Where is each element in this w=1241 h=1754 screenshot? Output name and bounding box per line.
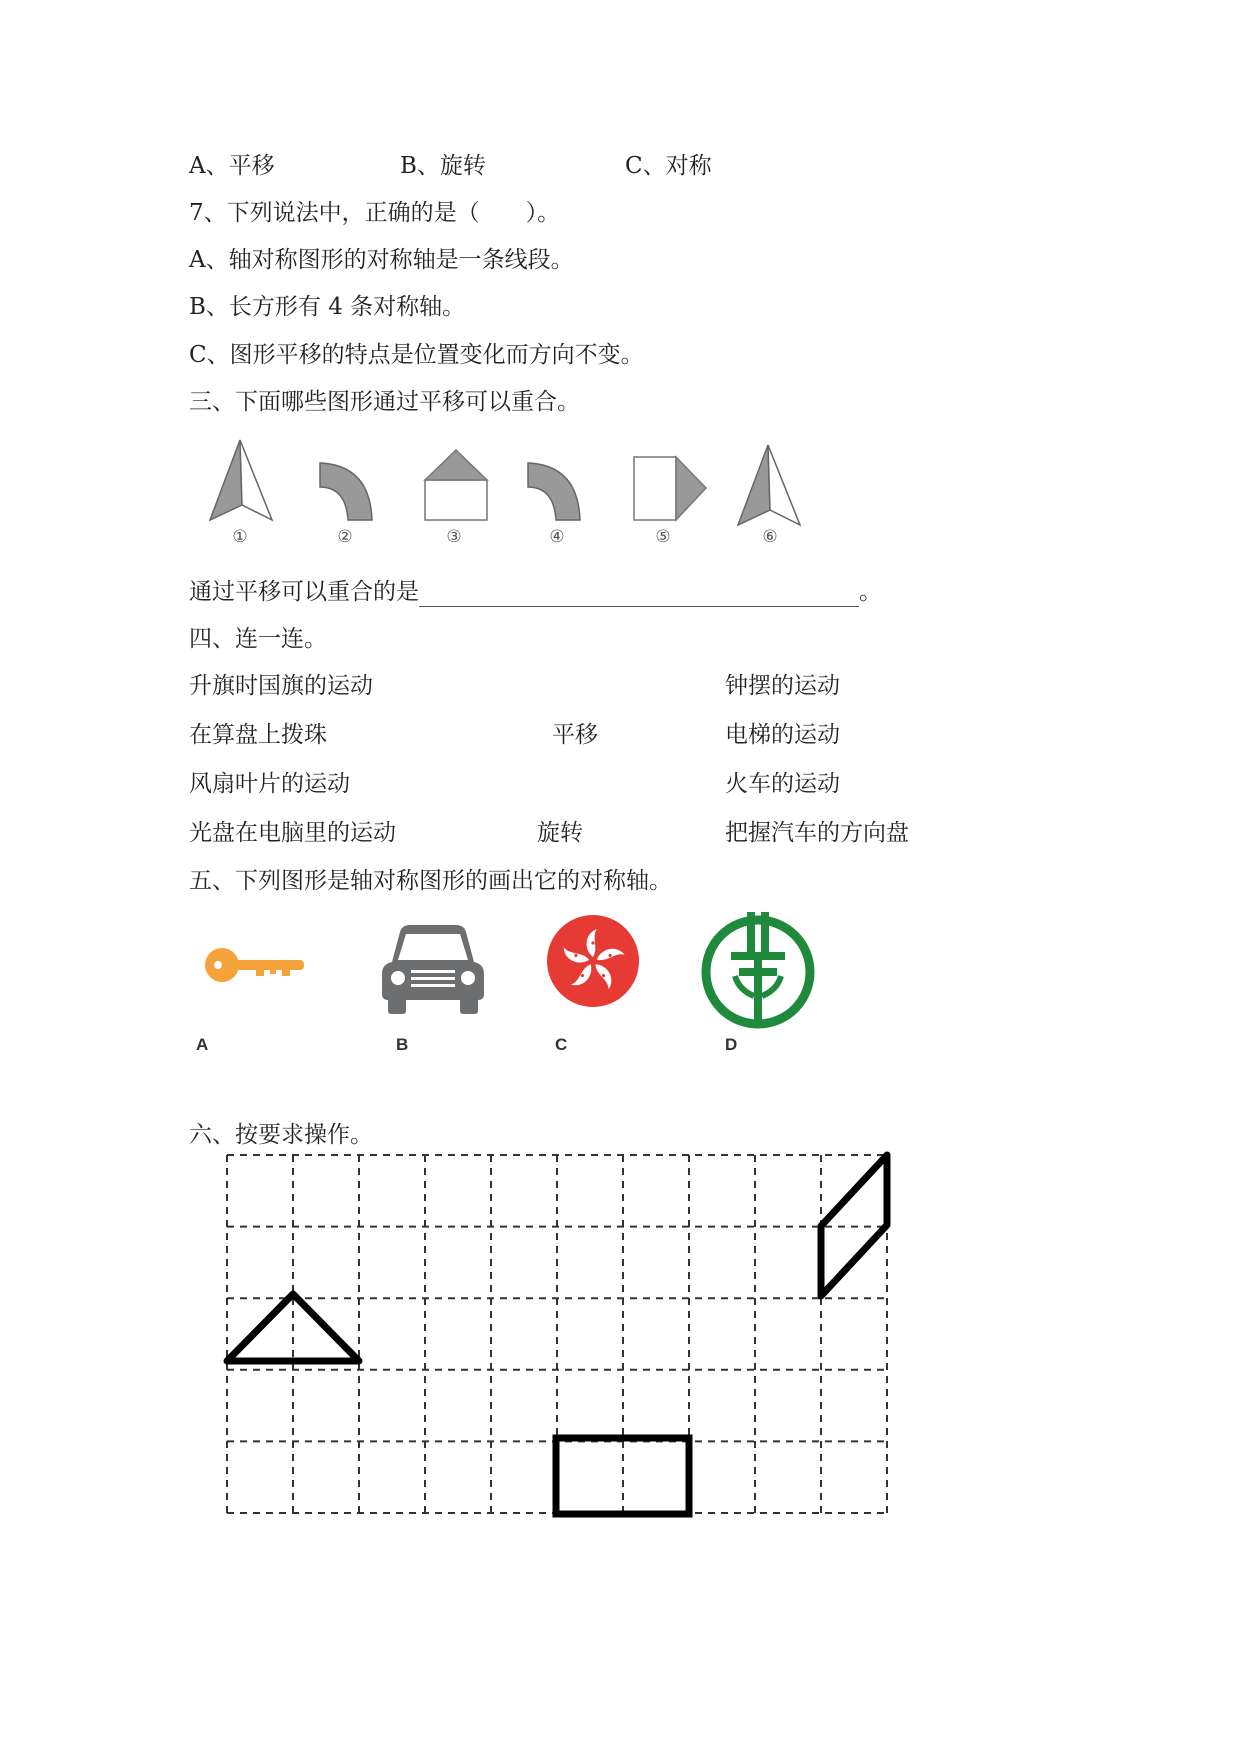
sec4-left-4: 光盘在电脑里的运动 bbox=[189, 820, 396, 846]
figure-label-2: ② bbox=[337, 527, 353, 547]
figure-2-arc-icon bbox=[320, 463, 372, 520]
sec3-answer-suffix: 。 bbox=[859, 579, 882, 605]
parallelogram-shape bbox=[821, 1155, 887, 1296]
q6-option-a: A、平移 bbox=[189, 153, 275, 179]
sec3-answer-line bbox=[189, 577, 882, 607]
sec3-title: 三、下面哪些图形通过平移可以重合。 bbox=[189, 389, 580, 415]
figure-label-6: ⑥ bbox=[762, 527, 778, 547]
sec4-title: 四、连一连。 bbox=[189, 626, 327, 652]
q6-option-b: B、旋转 bbox=[400, 153, 486, 179]
sec5-label-c: C bbox=[555, 1035, 568, 1054]
q7-stem: 7、下列说法中，正确的是（ ）。 bbox=[189, 200, 561, 226]
sec4-right-1: 钟摆的运动 bbox=[725, 673, 840, 699]
sec4-right-2: 电梯的运动 bbox=[725, 722, 840, 748]
figure-label-1: ① bbox=[232, 527, 248, 547]
sec5-label-a: A bbox=[196, 1035, 209, 1054]
figure-3-house-icon bbox=[425, 450, 487, 520]
car-icon bbox=[378, 922, 488, 1017]
hong-kong-emblem-icon bbox=[546, 914, 640, 1008]
figure-6-arrow-icon bbox=[738, 445, 800, 525]
sec6-title: 六、按要求操作。 bbox=[189, 1122, 373, 1148]
answer-blank[interactable] bbox=[419, 582, 859, 607]
bank-logo-icon bbox=[695, 912, 821, 1030]
sec5-title: 五、下列图形是轴对称图形的画出它的对称轴。 bbox=[189, 868, 672, 894]
q6-option-c: C、对称 bbox=[625, 153, 712, 179]
sec4-left-1: 升旗时国旗的运动 bbox=[189, 673, 373, 699]
q7-option-a: A、轴对称图形的对称轴是一条线段。 bbox=[189, 247, 574, 273]
sec4-left-3: 风扇叶片的运动 bbox=[189, 771, 350, 797]
figure-label-5: ⑤ bbox=[655, 527, 671, 547]
figure-5-pentagon-icon bbox=[634, 457, 706, 520]
sec4-right-4: 把握汽车的方向盘 bbox=[725, 820, 909, 846]
sec5-label-d: D bbox=[725, 1035, 738, 1054]
rectangle-shape bbox=[556, 1438, 689, 1514]
sec3-answer-prefix: 通过平移可以重合的是 bbox=[189, 579, 419, 605]
sec5-label-b: B bbox=[396, 1035, 409, 1054]
key-icon bbox=[200, 935, 310, 995]
sec4-right-3: 火车的运动 bbox=[725, 771, 840, 797]
sec4-left-2: 在算盘上拨珠 bbox=[189, 722, 327, 748]
figure-label-3: ③ bbox=[446, 527, 462, 547]
q7-option-c: C、图形平移的特点是位置变化而方向不变。 bbox=[189, 342, 644, 368]
figure-1-arrow-icon bbox=[210, 440, 272, 520]
figure-label-4: ④ bbox=[549, 527, 565, 547]
dotted-grid[interactable] bbox=[220, 1150, 900, 1530]
sec4-middle-1: 平移 bbox=[552, 722, 598, 748]
figure-4-arc-icon bbox=[528, 463, 580, 520]
sec4-middle-2: 旋转 bbox=[537, 820, 583, 846]
q7-option-b: B、长方形有 4 条对称轴。 bbox=[189, 294, 466, 320]
sec3-figures bbox=[200, 435, 830, 560]
